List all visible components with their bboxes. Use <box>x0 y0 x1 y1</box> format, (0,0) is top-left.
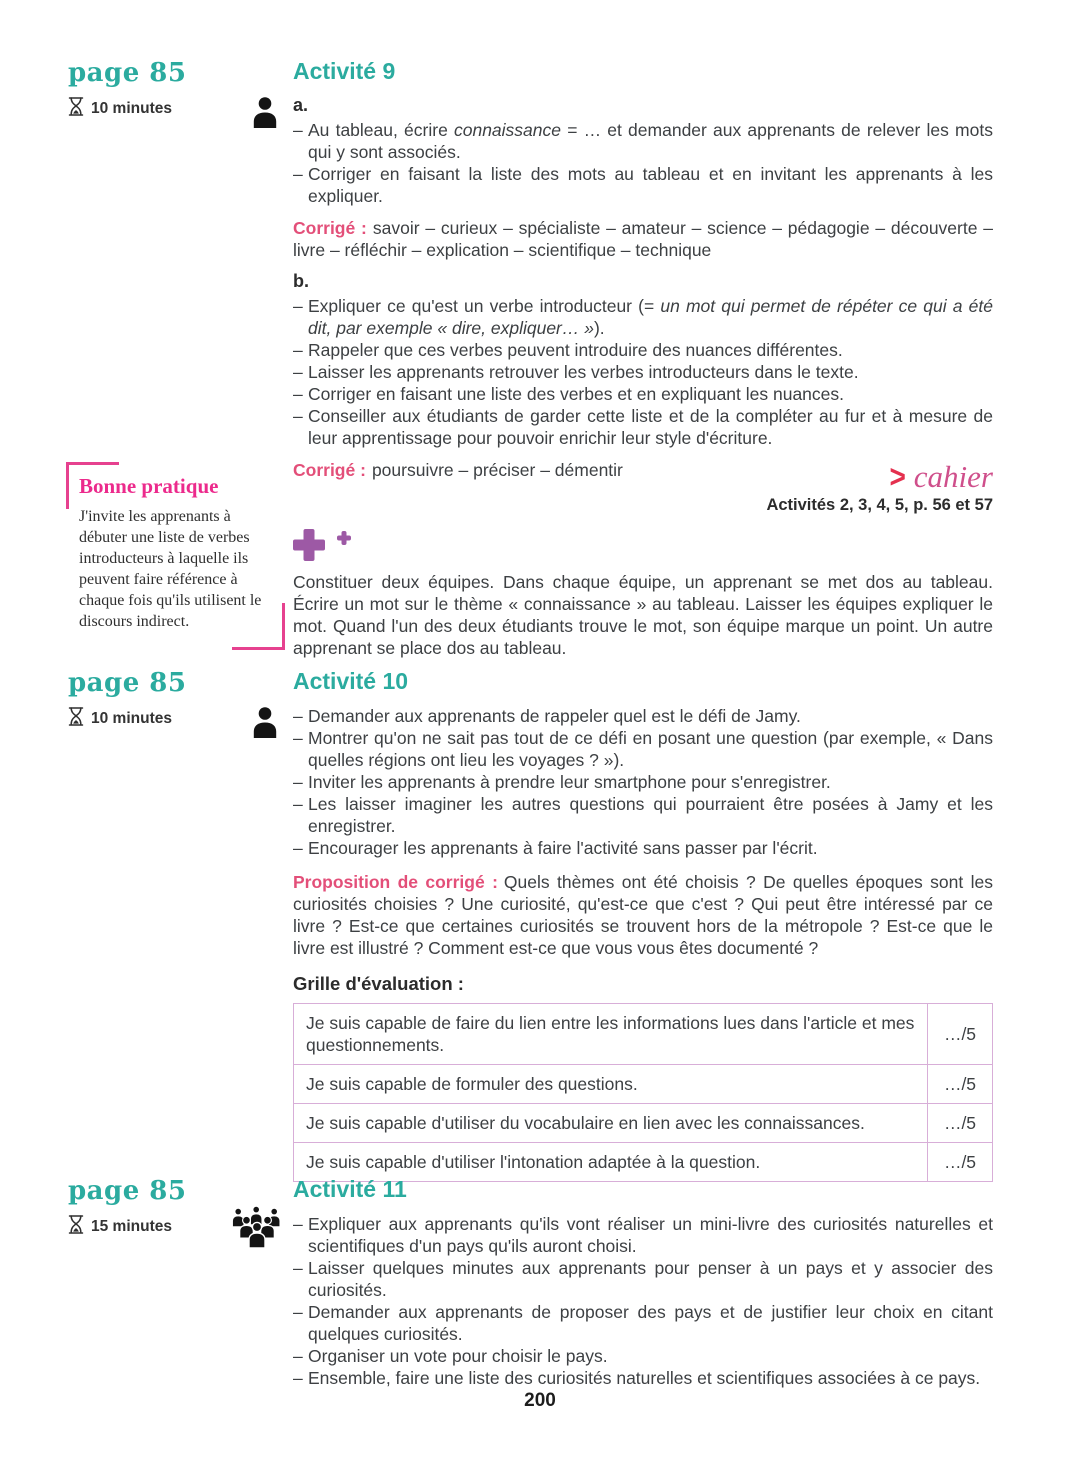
bullet-text: Au tableau, écrire connaissance = … et demander aux apprenants de relever les mots qui y sont associés. <box>308 120 993 162</box>
evaluation-table <box>293 1003 993 1182</box>
corrige-text: savoir – curieux – spécialiste – amateur – science – pédagogie – découverte – livre – réfléchir – explication – scientifique – technique <box>293 218 993 260</box>
dash-marker: – <box>293 384 303 404</box>
bullet-item <box>293 119 993 163</box>
activity-11-section <box>293 1176 993 1389</box>
dash-marker: – <box>293 340 303 360</box>
part-b-label: b. <box>293 271 309 291</box>
dash-marker: – <box>293 1346 303 1366</box>
duration-label: 10 minutes <box>91 710 172 727</box>
activity-9-section <box>293 58 993 669</box>
dash-marker: – <box>293 164 303 184</box>
bullet-item <box>293 771 993 793</box>
evaluation-grid-title: Grille d'évaluation : <box>293 973 464 994</box>
plus-icon-small <box>337 531 351 545</box>
dash-marker: – <box>293 772 303 792</box>
proposition-paragraph <box>293 871 993 959</box>
score-cell: …/5 <box>928 1065 993 1104</box>
dash-marker: – <box>293 728 303 748</box>
activity-title: Activité 11 <box>293 1176 407 1202</box>
game-description: Constituer deux équipes. Dans chaque équipe, un apprenant se met dos au tableau. Écrire un mot sur le thème « connaissance » au tableau. Laisser les équipes expliquer le mot. Quand l'un des deux étudiants trouve le mot, son équipe marque un point. Un autre apprenant se place dos au tableau. <box>293 572 993 658</box>
corrige-paragraph <box>293 217 993 261</box>
dash-marker: – <box>293 1302 303 1322</box>
score-cell: …/5 <box>928 1104 993 1143</box>
bullet-text: Encourager les apprenants à faire l'activité sans passer par l'écrit. <box>308 838 818 858</box>
hourglass-icon <box>68 1215 84 1239</box>
person-icon <box>251 96 279 133</box>
duration-label: 15 minutes <box>91 1218 172 1235</box>
bullet-item <box>293 727 993 771</box>
bullet-item <box>293 1257 993 1301</box>
person-icon <box>251 706 279 743</box>
corrige-text: poursuivre – préciser – démentir <box>371 460 623 480</box>
criterion-cell: Je suis capable d'utiliser du vocabulaire en lien avec les connaissances. <box>294 1104 928 1143</box>
score-cell: …/5 <box>928 1004 993 1065</box>
group-icon <box>229 1206 285 1257</box>
dash-marker: – <box>293 296 303 316</box>
bullet-text: Ensemble, faire une liste des curiosités naturelles et scientifiques associées à ce pays. <box>308 1368 981 1388</box>
extra-game-marker <box>293 529 993 565</box>
score-cell: …/5 <box>928 1143 993 1182</box>
bullet-item <box>293 361 993 383</box>
bullet-item <box>293 1367 993 1389</box>
hourglass-icon <box>68 707 84 731</box>
table-row <box>294 1104 993 1143</box>
corner-bracket-top-left <box>66 462 119 509</box>
activity-title: Activité 9 <box>293 58 396 84</box>
bullet-item <box>293 339 993 361</box>
duration-label: 10 minutes <box>91 100 172 117</box>
hourglass-icon <box>68 97 84 121</box>
proposition-label: Proposition de corrigé : <box>293 872 498 892</box>
bullet-text: Organiser un vote pour choisir le pays. <box>308 1346 608 1366</box>
criterion-cell: Je suis capable d'utiliser l'intonation adaptée à la question. <box>294 1143 928 1182</box>
page-label: page 85 <box>68 58 187 88</box>
cahier-activities-ref: Activités 2, 3, 4, 5, p. 56 et 57 <box>766 496 993 514</box>
bullet-item <box>293 295 993 339</box>
bullet-text: Expliquer aux apprenants qu'ils vont réaliser un mini-livre des curiosités naturelles et scientifiques d'un pays qu'ils auront choisi. <box>308 1214 993 1256</box>
table-row <box>294 1004 993 1065</box>
bullet-item <box>293 1301 993 1345</box>
dash-marker: – <box>293 1214 303 1234</box>
corner-bracket-bottom-right <box>232 603 285 650</box>
bullet-item <box>293 1345 993 1367</box>
corrige-label: Corrigé : <box>293 218 367 238</box>
page-label: page 85 <box>68 1176 187 1206</box>
bullet-item <box>293 163 993 207</box>
cahier-label: cahier <box>913 459 993 494</box>
bullet-text: Corriger en faisant la liste des mots au tableau et en invitant les apprenants à les expliquer. <box>308 164 993 206</box>
bullet-item <box>293 705 993 727</box>
bullet-item <box>293 383 993 405</box>
bullet-text: Les laisser imaginer les autres questions qui pourraient être posées à Jamy et les enregistrer. <box>308 794 993 836</box>
corrige-label: Corrigé : <box>293 460 366 480</box>
bullet-text: Rappeler que ces verbes peuvent introduire des nuances différentes. <box>308 340 843 360</box>
plus-icon-large <box>293 529 325 561</box>
bonne-pratique-body: J'invite les apprenants à débuter une liste de verbes introducteurs à laquelle ils peuvent faire référence à chaque fois qu'ils utilisent le discours indirect. <box>79 508 262 630</box>
activity-10-section <box>293 668 993 1182</box>
bullet-item <box>293 793 993 837</box>
bonne-pratique-title: Bonne pratique <box>79 474 219 498</box>
bullet-item <box>293 837 993 859</box>
dash-marker: – <box>293 362 303 382</box>
bullet-item <box>293 405 993 449</box>
bullet-text: Laisser quelques minutes aux apprenants pour penser à un pays et y associer des curiosités. <box>308 1258 993 1300</box>
dash-marker: – <box>293 120 303 140</box>
dash-marker: – <box>293 706 303 726</box>
criterion-cell: Je suis capable de formuler des questions. <box>294 1065 928 1104</box>
dash-marker: – <box>293 1258 303 1278</box>
bullet-text: Demander aux apprenants de proposer des pays et de justifier leur choix en citant quelques curiosités. <box>308 1302 993 1344</box>
bullet-text: Expliquer ce qu'est un verbe introducteur (= un mot qui permet de répéter ce qui a été dit, par exemple « dire, expliquer… »). <box>308 296 993 338</box>
bullet-text: Conseiller aux étudiants de garder cette liste et de la compléter au fur et à mesure de leur apprentissage pour pouvoir enrichir leur style d'écriture. <box>308 406 993 448</box>
bullet-text: Inviter les apprenants à prendre leur smartphone pour s'enregistrer. <box>308 772 831 792</box>
dash-marker: – <box>293 406 303 426</box>
proposition-text: Quels thèmes ont été choisis ? De quelles époques sont les curiosités choisies ? Une curiosité, qu'est-ce que c'est ? Qui peut être intéressé par ce livre ? Est-ce que certaines curiosités se trouvent hors de la métropole ? Est-ce que le livre est illustré ? Comment est-ce que vous vous êtes documenté ? <box>293 872 993 958</box>
part-a-label: a. <box>293 95 309 115</box>
bullet-text: Montrer qu'on ne sait pas tout de ce défi en posant une question (par exemple, « Dans quelles régions ont lieu les voyages ? »). <box>308 728 993 770</box>
page-number: 200 <box>524 1390 556 1411</box>
corrige-cahier-row <box>293 459 993 515</box>
cahier-line <box>766 458 993 494</box>
bullet-item <box>293 1213 993 1257</box>
dash-marker: – <box>293 794 303 814</box>
cahier-arrow-icon: > <box>889 458 906 494</box>
bonne-pratique-box <box>66 462 285 650</box>
dash-marker: – <box>293 1368 303 1388</box>
bullet-text: Corriger en faisant une liste des verbes et en expliquant les nuances. <box>308 384 845 404</box>
criterion-cell: Je suis capable de faire du lien entre les informations lues dans l'article et mes questionnements. <box>294 1004 928 1065</box>
table-row <box>294 1065 993 1104</box>
dash-marker: – <box>293 838 303 858</box>
corrige-paragraph <box>293 459 623 481</box>
bullet-text: Laisser les apprenants retrouver les verbes introducteurs dans le texte. <box>308 362 859 382</box>
cahier-reference-block <box>766 458 993 515</box>
bullet-text: Demander aux apprenants de rappeler quel est le défi de Jamy. <box>308 706 801 726</box>
page-label: page 85 <box>68 668 187 698</box>
activity-title: Activité 10 <box>293 668 409 694</box>
